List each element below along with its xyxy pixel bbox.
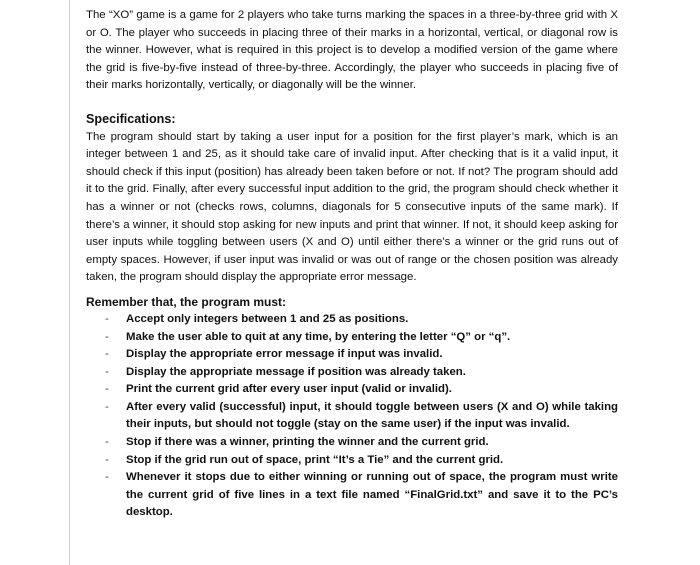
list-item-text: Accept only integers between 1 and 25 as positions. (126, 312, 409, 325)
requirements-list (86, 311, 618, 522)
page-edge-divider (69, 0, 70, 565)
list-item-text: Display the appropriate message if position was already taken. (126, 365, 466, 378)
list-item (86, 311, 618, 329)
bullet-dash: - (105, 365, 109, 378)
bullet-dash: - (105, 400, 109, 413)
bullet-dash: - (105, 471, 109, 484)
bullet-dash: - (105, 453, 109, 466)
list-item-text: Display the appropriate error message if input was invalid. (126, 348, 443, 361)
specifications-paragraph: The program should start by taking a user input for a position for the first player’s mark, which is an integer between 1 and 25, as it should take care of invalid input. After checking that is it a valid input, it should check if this input (position) has already been taken before or not. If not? The program should add it to the grid. Finally, after every successful input addition to the grid, the program should check whether it has a winner or not (checks rows, columns, diagonals for 5 consecutive inputs of the same mark). If there’s a winner, it should stop asking for new inputs and print that winner. If not, it should keep asking for user inputs while toggling between users (X and O) until either there’s a winner or the grid runs out of empty spaces. However, if user input was invalid or was out of range or the chosen position was already taken, the program should display the appropriate error message. (86, 130, 618, 284)
document-content (86, 7, 618, 522)
bullet-dash: - (105, 436, 109, 449)
list-item (86, 434, 618, 452)
list-item-text: Whenever it stops due to either winning or running out of space, the program must write the current grid of five lines in a text file named “FinalGrid.txt” and save it to the PC’s desktop. (126, 471, 618, 519)
list-item (86, 329, 618, 347)
bullet-dash: - (105, 348, 109, 361)
list-item (86, 399, 618, 434)
list-item-text: Stop if there was a winner, printing the winner and the current grid. (126, 436, 489, 449)
list-item (86, 381, 618, 399)
remember-heading: Remember that, the program must: (86, 294, 287, 309)
bullet-dash: - (105, 383, 109, 396)
bullet-dash: - (105, 330, 109, 343)
list-item-text: Print the current grid after every user input (valid or invalid). (126, 383, 452, 396)
list-item (86, 346, 618, 364)
intro-paragraph: The “XO” game is a game for 2 players who take turns marking the spaces in a three-by-three grid with X or O. The player who succeeds in placing three of their marks in a horizontal, vertical, or diagonal row is the winner. However, what is required in this project is to develop a modified version of the game where the grid is five-by-five instead of three-by-three. Accordingly, the player who succeeds in placing five of their marks horizontally, vertically, or diagonally will be the winner. (86, 9, 618, 92)
list-item-text: Make the user able to quit at any time, by entering the letter “Q” or “q”. (126, 330, 511, 343)
list-item (86, 469, 618, 522)
bullet-dash: - (105, 312, 109, 325)
list-item-text: Stop if the grid run out of space, print “It’s a Tie” and the current grid. (126, 453, 504, 466)
specifications-heading: Specifications: (86, 111, 176, 126)
list-item (86, 452, 618, 470)
list-item-text: After every valid (successful) input, it should toggle between users (X and O) while taking their inputs, but should not toggle (stay on the same user) if the input was invalid. (126, 400, 618, 431)
list-item (86, 364, 618, 382)
